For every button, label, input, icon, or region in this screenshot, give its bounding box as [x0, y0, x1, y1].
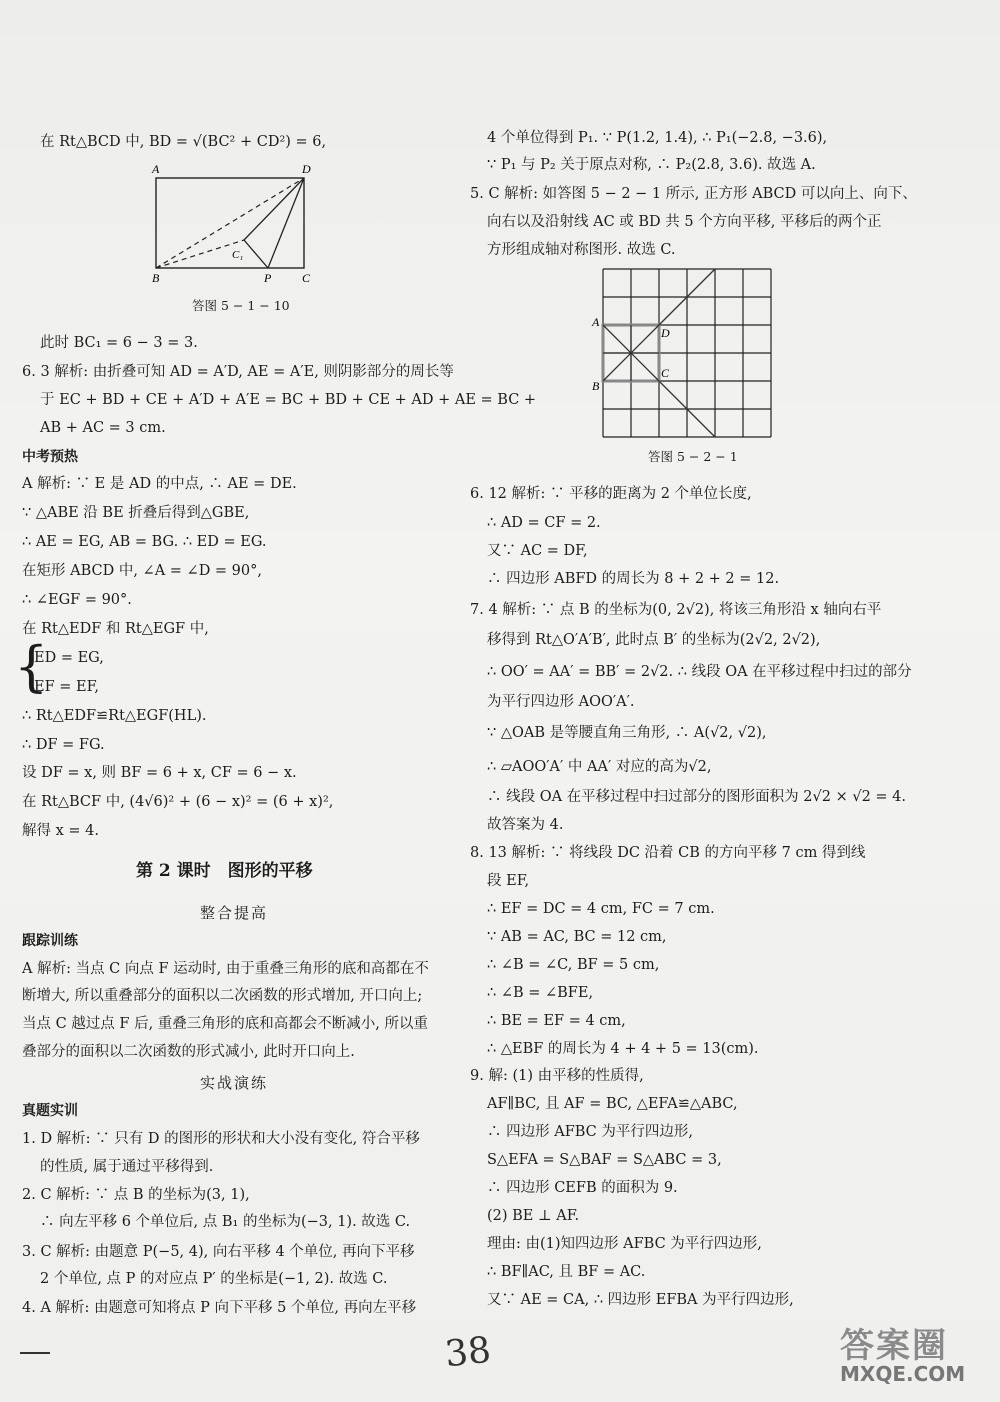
left-text-line: 2. C 解析: ∵ 点 B 的坐标为(3, 1), [22, 1187, 250, 1203]
left-text-line: 在 Rt△BCD 中, BD = √(BC² + CD²) = 6, [40, 134, 327, 150]
fig2-label-a: A [592, 315, 600, 329]
right-text-line: ∴ ∠B = ∠C, BF = 5 cm, [487, 957, 660, 973]
right-text-line: 6. 12 解析: ∵ 平移的距离为 2 个单位长度, [470, 486, 752, 502]
left-text-line: 叠部分的面积以二次函数的形式减小, 此时开口向上. [22, 1044, 355, 1060]
right-text-line: 为平行四边形 AOO′A′. [487, 694, 635, 710]
right-text-line: 方形组成轴对称图形. 故选 C. [487, 242, 676, 258]
right-text-line: 5. C 解析: 如答图 5 − 2 − 1 所示, 正方形 ABCD 可以向上、向下、 [470, 186, 917, 202]
watermark-logo [840, 1318, 980, 1390]
right-text-line: ∴ BF∥AC, 且 BF = AC. [487, 1264, 646, 1280]
right-text-line: 向右以及沿射线 AC 或 BD 共 5 个方向平移, 平移后的两个正 [487, 214, 882, 230]
right-text-line: 又∵ AC = DF, [487, 543, 588, 559]
left-text-line: ∴ AE = EG, AB = BG. ∴ ED = EG. [22, 534, 267, 550]
left-text-line: 解得 x = 4. [22, 823, 99, 839]
left-text-line: ∵ △ABE 沿 BE 折叠后得到△GBE, [22, 505, 250, 521]
left-text-line: 3. C 解析: 由题意 P(−5, 4), 向右平移 4 个单位, 再向下平移 [22, 1244, 415, 1260]
fig1-label-b: B [152, 271, 160, 285]
right-text-line: ∴ AD = CF = 2. [487, 515, 601, 531]
watermark-url: MXQE.COM [840, 1362, 966, 1386]
fig1-label-p: P [264, 271, 272, 285]
left-text-line: 在 Rt△EDF 和 Rt△EGF 中, [22, 621, 209, 637]
footer-rule [20, 1352, 50, 1354]
right-text-line: ∴ OO′ = AA′ = BB′ = 2√2. ∴ 线段 OA 在平移过程中扫过的部分 [487, 664, 912, 680]
right-text-line: ∴ ∠B = ∠BFE, [487, 985, 594, 1001]
lesson-title: 第 2 课时 图形的平移 [136, 861, 313, 881]
left-text-line: 此时 BC₁ = 6 − 3 = 3. [40, 335, 198, 351]
left-text-line: 6. 3 解析: 由折叠可知 AD = A′D, AE = A′E, 则阴影部分的周长等 [22, 364, 454, 380]
right-text-line: ∴ 线段 OA 在平移过程中扫过部分的图形面积为 2√2 × √2 = 4. [487, 789, 907, 805]
right-text-line: ∴ EF = DC = 4 cm, FC = 7 cm. [487, 901, 715, 917]
left-text-line: 设 DF = x, 则 BF = 6 + x, CF = 6 − x. [22, 765, 297, 781]
fig1-label-d: D [302, 162, 311, 176]
fig1-label-a: A [152, 162, 160, 176]
fig2-label-d: D [661, 326, 670, 340]
subtitle-practice: 实战演练 [200, 1074, 269, 1092]
left-text-line: ED = EG, [34, 650, 104, 666]
page-number: 38 [442, 1329, 493, 1376]
right-text-line: (2) BE ⊥ AF. [487, 1208, 580, 1224]
section-real-exam: 真题实训 [22, 1103, 78, 1119]
fig2-label-c: C [661, 366, 670, 380]
subtitle-integration: 整合提高 [200, 904, 269, 922]
section-tracking-training: 跟踪训练 [22, 933, 78, 949]
right-text-line: 7. 4 解析: ∵ 点 B 的坐标为(0, 2√2), 将该三角形沿 x 轴向右平 [470, 602, 882, 618]
left-text-line: ∴ 向左平移 6 个单位后, 点 B₁ 的坐标为(−3, 1). 故选 C. [40, 1214, 411, 1230]
figure-5-1-10-caption: 答图 5 − 1 − 10 [192, 298, 290, 313]
right-text-line: S△EFA = S△BAF = S△ABC = 3, [487, 1152, 722, 1168]
left-text-line: 1. D 解析: ∵ 只有 D 的图形的形状和大小没有变化, 符合平移 [22, 1131, 420, 1147]
right-text-line: 8. 13 解析: ∵ 将线段 DC 沿着 CB 的方向平移 7 cm 得到线 [470, 845, 866, 861]
right-text-line: ∵ P₁ 与 P₂ 关于原点对称, ∴ P₂(2.8, 3.6). 故选 A. [487, 157, 816, 173]
right-text-line: 又∵ AE = CA, ∴ 四边形 EFBA 为平行四边形, [487, 1292, 794, 1308]
right-text-line: ∵ AB = AC, BC = 12 cm, [487, 929, 667, 945]
right-text-line: 移得到 Rt△O′A′B′, 此时点 B′ 的坐标为(2√2, 2√2), [487, 632, 821, 648]
left-text-line: 的性质, 属于通过平移得到. [40, 1159, 214, 1175]
left-text-line: 在 Rt△BCF 中, (4√6)² + (6 − x)² = (6 + x)², [22, 794, 334, 810]
right-text-line: ∴ △EBF 的周长为 4 + 4 + 5 = 13(cm). [487, 1041, 759, 1057]
left-text-line: 在矩形 ABCD 中, ∠A = ∠D = 90°, [22, 563, 262, 579]
left-text-line: ∴ ∠EGF = 90°. [22, 592, 132, 608]
left-text-line: 断增大, 所以重叠部分的面积以二次函数的形式增加, 开口向上; [22, 988, 423, 1004]
fig1-label-c: C [302, 271, 311, 285]
left-text-line: A 解析: 当点 C 向点 F 运动时, 由于重叠三角形的底和高都在不 [22, 961, 429, 977]
figure-5-2-1-caption: 答图 5 − 2 − 1 [648, 449, 738, 464]
left-text-line: A 解析: ∵ E 是 AD 的中点, ∴ AE = DE. [22, 476, 297, 492]
right-text-line: ∵ △OAB 是等腰直角三角形, ∴ A(√2, √2), [487, 725, 767, 741]
left-text-line: AB + AC = 3 cm. [40, 420, 166, 436]
right-text-line: 故答案为 4. [487, 817, 564, 833]
right-text-line: 理由: 由(1)知四边形 AFBC 为平行四边形, [487, 1236, 762, 1252]
right-text-line: 段 EF, [487, 873, 530, 889]
fig1-label-c1: C₁ [232, 249, 244, 261]
left-text-line: 中考预热 [22, 449, 78, 465]
right-text-line: ∴ 四边形 ABFD 的周长为 8 + 2 + 2 = 12. [487, 571, 780, 587]
right-text-line: AF∥BC, 且 AF = BC, △EFA≌△ABC, [487, 1096, 738, 1112]
right-text-line: ∴ 四边形 CEFB 的面积为 9. [487, 1180, 678, 1196]
left-text-line: ∴ DF = FG. [22, 737, 105, 753]
left-text-line: 2 个单位, 点 P 的对应点 P′ 的坐标是(−1, 2). 故选 C. [40, 1271, 388, 1287]
equation-brace: { [14, 635, 49, 698]
figure-5-2-1 [584, 264, 784, 444]
left-text-line: 当点 C 越过点 F 后, 重叠三角形的底和高都会不断减小, 所以重 [22, 1016, 429, 1032]
figure-5-1-10 [140, 160, 330, 290]
right-text-line: 4 个单位得到 P₁. ∵ P(1.2, 1.4), ∴ P₁(−2.8, −3.6), [487, 130, 828, 146]
watermark-text: 答案圈 [840, 1326, 948, 1366]
left-text-line: 4. A 解析: 由题意可知将点 P 向下平移 5 个单位, 再向左平移 [22, 1300, 417, 1316]
left-text-line: EF = EF, [34, 679, 100, 695]
right-text-line: ∴ ▱AOO′A′ 中 AA′ 对应的高为√2, [487, 759, 712, 775]
right-text-line: 9. 解: (1) 由平移的性质得, [470, 1068, 644, 1084]
right-text-line: ∴ BE = EF = 4 cm, [487, 1013, 626, 1029]
left-text-line: 于 EC + BD + CE + A′D + A′E = BC + BD + CE + AD + AE = BC + [40, 392, 537, 408]
right-text-line: ∴ 四边形 AFBC 为平行四边形, [487, 1124, 693, 1140]
fig2-label-b: B [592, 379, 600, 393]
left-text-line: ∴ Rt△EDF≌Rt△EGF(HL). [22, 708, 207, 724]
